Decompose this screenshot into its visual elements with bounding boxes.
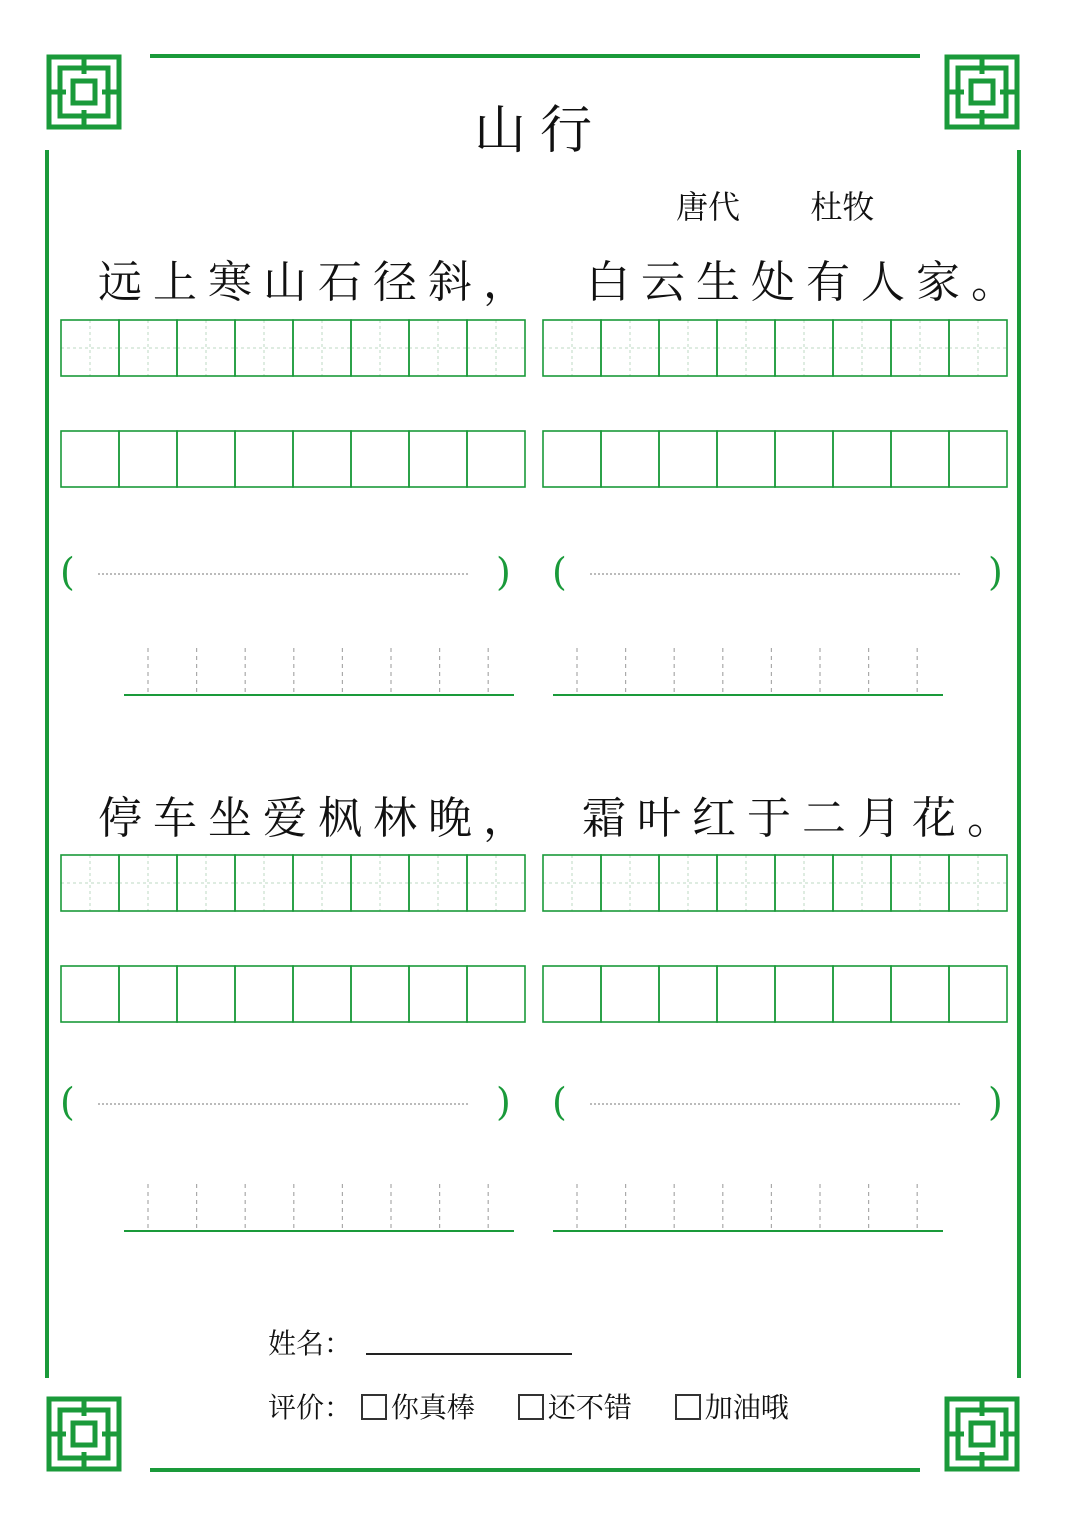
grid-cell <box>601 966 659 1022</box>
poem-author <box>676 182 874 228</box>
checkbox[interactable] <box>361 1394 387 1420</box>
answer-line[interactable] <box>98 573 468 575</box>
checkbox[interactable] <box>675 1394 701 1420</box>
square-grid[interactable] <box>60 430 526 488</box>
grid-cell <box>659 966 717 1022</box>
grid-cell <box>409 431 467 487</box>
verse-line-3: 停车坐爱枫林晚， <box>98 793 538 844</box>
author-dynasty: 唐代 <box>676 188 741 226</box>
close-paren: ) <box>496 550 511 594</box>
name-field[interactable] <box>366 1333 572 1355</box>
grid-cell <box>543 966 601 1022</box>
checkbox[interactable] <box>518 1394 544 1420</box>
name-row <box>268 1322 572 1362</box>
verse-line-4: 霜叶红于二月花。 <box>582 793 1022 844</box>
tick-line[interactable] <box>124 646 514 696</box>
answer-line[interactable] <box>590 573 960 575</box>
grid-cell <box>467 431 525 487</box>
grid-cell <box>891 431 949 487</box>
grid-cell <box>177 431 235 487</box>
answer-line[interactable] <box>590 1103 960 1105</box>
grid-cell <box>61 431 119 487</box>
grid-cell <box>717 966 775 1022</box>
square-grid[interactable] <box>60 965 526 1023</box>
grid-cell <box>351 431 409 487</box>
grid-cell <box>717 431 775 487</box>
grid-cell <box>659 431 717 487</box>
verse-line-2: 白云生处有人家。 <box>586 257 1026 308</box>
grid-cell <box>949 966 1007 1022</box>
square-grid[interactable] <box>542 430 1008 488</box>
tick-line[interactable] <box>124 1182 514 1232</box>
tick-line[interactable] <box>553 1182 943 1232</box>
grid-cell <box>601 431 659 487</box>
grid-cell <box>351 966 409 1022</box>
grid-cell <box>235 966 293 1022</box>
grid-cell <box>409 966 467 1022</box>
eval-option-keep-trying[interactable]: 加油哦 <box>675 1386 789 1426</box>
grid-cell <box>293 966 351 1022</box>
open-paren: ( <box>60 550 75 594</box>
grid-cell <box>235 431 293 487</box>
tick-line[interactable] <box>553 646 943 696</box>
eval-option-great[interactable]: 你真棒 <box>361 1386 475 1426</box>
corner-ornament-bottom-right <box>944 1396 1020 1472</box>
grid-cell <box>119 966 177 1022</box>
poem-title: 山行 <box>473 101 606 161</box>
tianzige-grid[interactable] <box>542 854 1008 912</box>
grid-cell <box>949 431 1007 487</box>
close-paren: ) <box>988 1080 1003 1124</box>
corner-ornament-bottom-left <box>46 1396 122 1472</box>
frame-top-line <box>150 54 920 58</box>
grid-cell <box>293 431 351 487</box>
grid-cell <box>61 966 119 1022</box>
open-paren: ( <box>552 550 567 594</box>
frame-bottom-line <box>150 1468 920 1472</box>
tianzige-grid[interactable] <box>60 854 526 912</box>
verse-line-1: 远上寒山石径斜， <box>98 257 538 308</box>
grid-cell <box>775 431 833 487</box>
evaluation-label: 评价： <box>268 1391 353 1424</box>
grid-cell <box>119 431 177 487</box>
grid-cell <box>543 431 601 487</box>
frame-left-line <box>45 150 49 1378</box>
eval-option-good[interactable]: 还不错 <box>518 1386 632 1426</box>
tianzige-grid[interactable] <box>60 319 526 377</box>
grid-cell <box>467 966 525 1022</box>
grid-cell <box>177 966 235 1022</box>
author-name: 杜牧 <box>810 188 875 226</box>
frame-right-line <box>1017 150 1021 1378</box>
close-paren: ) <box>496 1080 511 1124</box>
grid-cell <box>891 966 949 1022</box>
tianzige-grid[interactable] <box>542 319 1008 377</box>
name-label: 姓名： <box>268 1327 353 1360</box>
grid-cell <box>833 966 891 1022</box>
open-paren: ( <box>552 1080 567 1124</box>
answer-line[interactable] <box>98 1103 468 1105</box>
grid-cell <box>833 431 891 487</box>
close-paren: ) <box>988 550 1003 594</box>
evaluation-row <box>268 1386 823 1426</box>
grid-cell <box>775 966 833 1022</box>
square-grid[interactable] <box>542 965 1008 1023</box>
open-paren: ( <box>60 1080 75 1124</box>
